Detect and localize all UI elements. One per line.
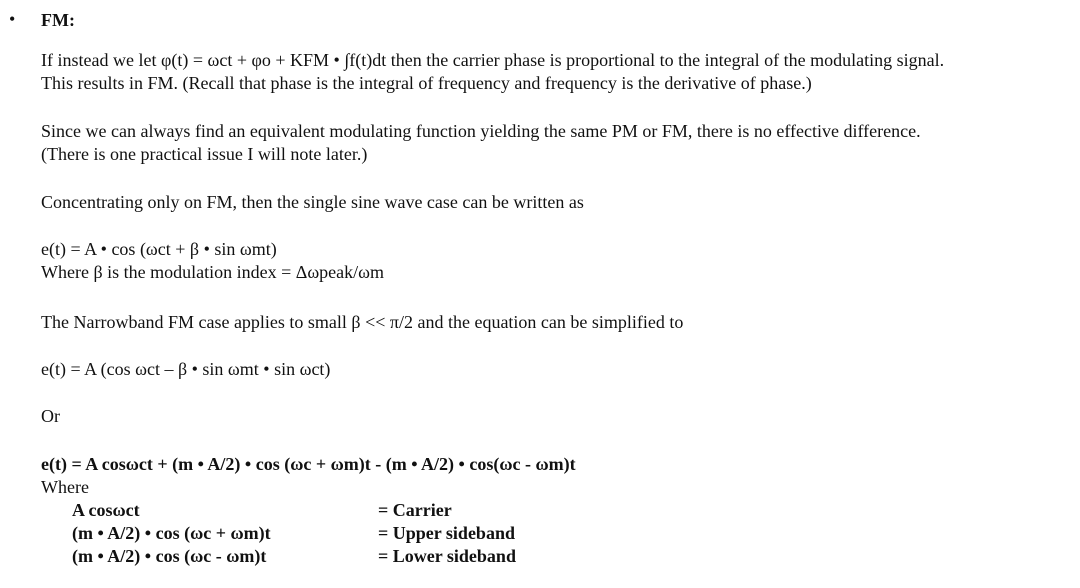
paragraph-equivalence <box>41 120 921 166</box>
where-label: Where <box>41 477 89 497</box>
bullet-marker: • <box>9 9 16 29</box>
equation-line: e(t) = A cosωct + (m • A/2) • cos (ωc + ωm)t - (m • A/2) • cos(ωc - ωm)t <box>41 454 576 474</box>
or-text: Or <box>41 406 60 426</box>
paragraph-line: (There is one practical issue I will note later.) <box>41 144 368 164</box>
paragraph-phase-integral <box>41 49 944 95</box>
definition-term-upper-sideband: (m • A/2) • cos (ωc + ωm)t <box>72 523 271 543</box>
paragraph-narrowband-intro: The Narrowband FM case applies to small β << π/2 and the equation can be simplified to <box>41 312 684 332</box>
paragraph-sine-wave-intro: Concentrating only on FM, then the single sine wave case can be written as <box>41 192 584 212</box>
paragraph-line: Since we can always find an equivalent modulating function yielding the same PM or FM, there is no effective difference. <box>41 121 921 141</box>
definition-meaning-lower-sideband: = Lower sideband <box>378 546 516 566</box>
paragraph-line: If instead we let φ(t) = ωct + φo + KFM • ∫f(t)dt then the carrier phase is proportional to the integral of the modulating signal. <box>41 50 945 70</box>
equation-fm-single-sine <box>41 238 384 284</box>
equation-narrowband: e(t) = A (cos ωct – β • sin ωmt • sin ωct) <box>41 359 331 379</box>
equation-sidebands <box>41 453 576 499</box>
definition-term-lower-sideband: (m • A/2) • cos (ωc - ωm)t <box>72 546 267 566</box>
definition-meaning-carrier: = Carrier <box>378 500 452 520</box>
equation-line: e(t) = A • cos (ωct + β • sin ωmt) <box>41 239 277 259</box>
equation-note: Where β is the modulation index = Δωpeak/ωm <box>41 262 385 282</box>
definition-term-carrier: A cosωct <box>72 500 140 520</box>
definition-meaning-upper-sideband: = Upper sideband <box>378 523 515 543</box>
section-heading: FM: <box>41 10 75 30</box>
paragraph-line: This results in FM. (Recall that phase is the integral of frequency and frequency is the derivative of phase.) <box>41 73 812 93</box>
